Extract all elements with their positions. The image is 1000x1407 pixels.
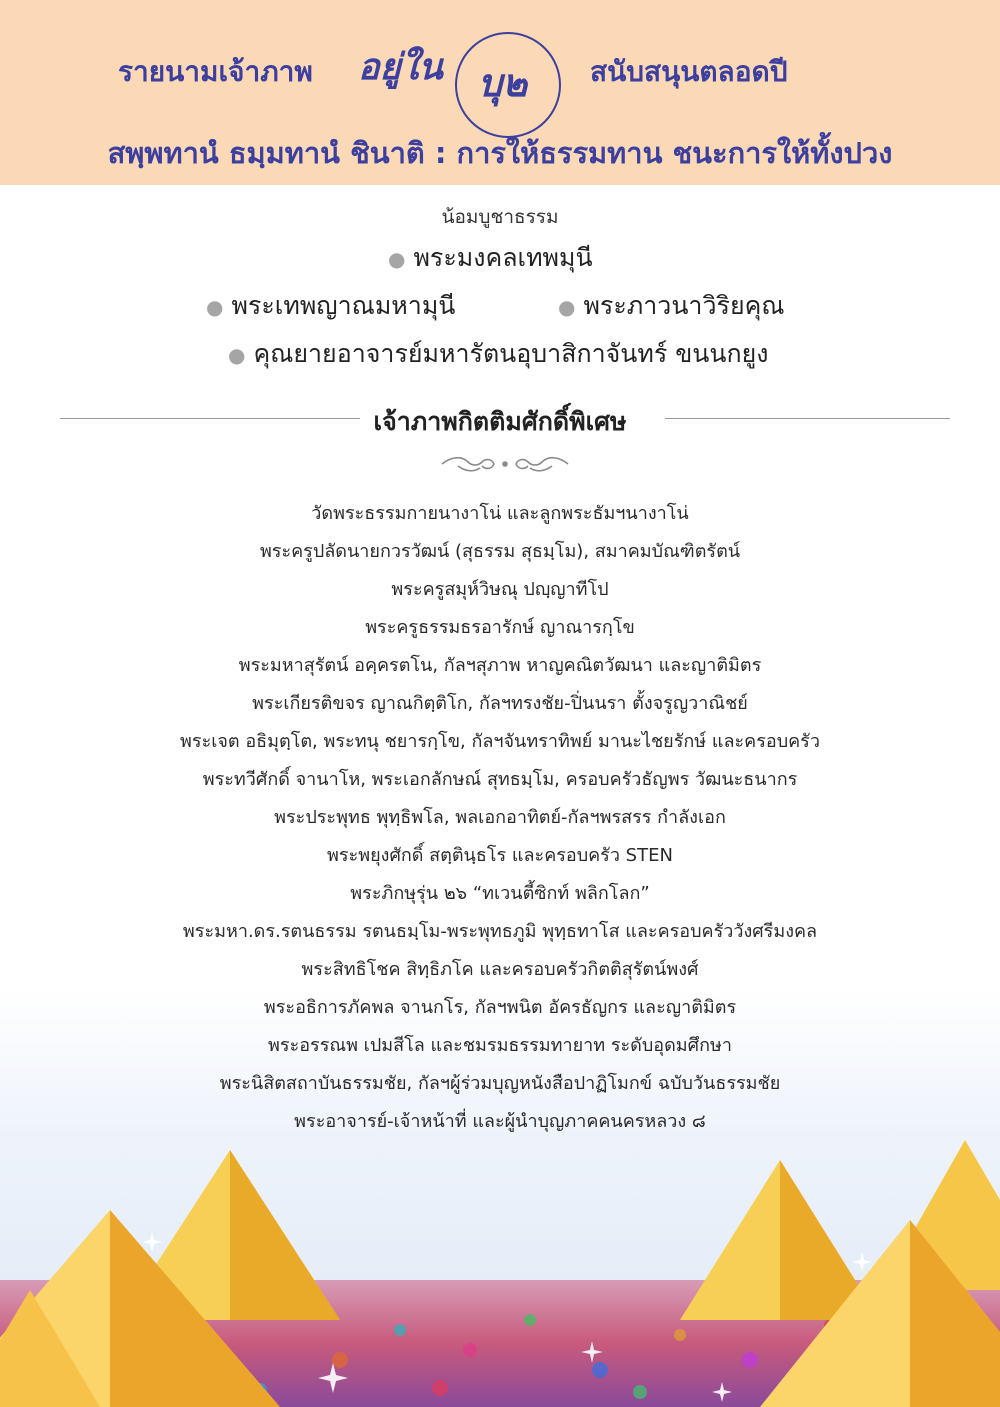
honoree-2: [206, 286, 455, 326]
dedication-heading: น้อมบูชาธรรม: [441, 206, 559, 228]
header-title-row: [0, 30, 1000, 110]
list-item: พระสิทธิโชค สิทฺธิภโค และครอบครัวกิตติสุรัตน์พงศ์: [301, 959, 699, 980]
logo-number: บุ๒: [478, 60, 528, 105]
honoree-name: พระมงคลเทพมุนี: [413, 243, 593, 272]
list-item: วัดพระธรรมกายนางาโน่ และลูกพระธัมฯนางาโน่: [311, 503, 689, 524]
honoree-3: [558, 286, 785, 326]
list-item: พระมหา.ดร.รตนธรรม รตนธมฺโม-พระพุทธภูมิ พุทฺธทาโส และครอบครัววังศรีมงคล: [182, 921, 818, 942]
list-item: พระภิกษุรุ่น ๒๖ “ทเวนตี้ซิกท์ พลิกโลก”: [350, 883, 650, 904]
list-item: พระครูปลัดนายกวรวัฒน์ (สุธรรม สุธมฺโม), สมาคมบัณฑิตรัตน์: [259, 541, 741, 562]
section-title: เจ้าภาพกิตติมศักดิ์พิเศษ: [373, 407, 627, 436]
bullet-dot-icon: ●: [206, 295, 224, 319]
honoree-name: พระภาวนาวิริยคุณ: [583, 291, 785, 320]
list-item: พระมหาสุรัตน์ อคฺครตโน, กัลฯสุภาพ หาญคณิตวัฒนา และญาติมิตร: [238, 655, 762, 676]
logo-text: อยู่ใน: [358, 46, 443, 88]
header-title-right: สนับสนุนตลอดปี: [590, 55, 788, 88]
motto: สพฺพทานํ ธมฺมทานํ ชินาติ : การให้ธรรมทาน ชนะการให้ทั้งปวง: [107, 136, 893, 170]
list-item: พระเจต อธิมุตฺโต, พระทนุ ชยารกฺโข, กัลฯจันทราทิพย์ มานะไชยรักษ์ และครอบครัว: [180, 731, 820, 752]
honoree-name: คุณยายอาจารย์มหารัตนอุบาสิกาจันทร์ ขนนกยูง: [253, 339, 769, 368]
scroll-ornament-icon: [438, 452, 572, 476]
list-item: พระอาจารย์-เจ้าหน้าที่ และผู้นำบุญภาคคนครหลวง ๘: [294, 1111, 706, 1132]
honoree-1: [388, 238, 593, 278]
list-item: พระนิสิตสถาบันธรรมชัย, กัลฯผู้ร่วมบุญหนังสือปาฏิโมกข์ ฉบับวันธรรมชัย: [219, 1073, 781, 1094]
header-title-left: รายนามเจ้าภาพ: [118, 55, 313, 88]
sponsor-list: [0, 495, 1000, 1141]
list-item: พระอรรณพ เปมสีโล และชมรมธรรมทายาท ระดับอุดมศึกษา: [268, 1035, 732, 1056]
bullet-dot-icon: ●: [388, 247, 406, 271]
honoree-name: พระเทพญาณมหามุนี: [231, 291, 456, 320]
list-item: พระครูสมุห์วิษณุ ปญฺญาทีโป: [391, 579, 609, 600]
bullet-dot-icon: ●: [228, 343, 246, 367]
honoree-4: [228, 334, 768, 374]
list-item: พระประพุทธ พุทฺธิพโล, พลเอกอาทิตย์-กัลฯพรสรร กำลังเอก: [274, 807, 726, 828]
bullet-dot-icon: ●: [558, 295, 576, 319]
list-item: พระเกียรติขจร ญาณกิตฺติโก, กัลฯทรงชัย-ปิ่นนรา ตั้งจรูญวาณิชย์: [252, 693, 748, 714]
list-item: พระอธิการภัคพล จานกโร, กัลฯพนิต อัครธัญกร และญาติมิตร: [263, 997, 737, 1018]
list-item: พระพยุงศักดิ์ สตฺตินฺธโร และครอบครัว STEN: [327, 845, 673, 866]
list-item: พระทวีศักดิ์ จานาโห, พระเอกลักษณ์ สุทธมฺโม, ครอบครัวธัญพร วัฒนะธนากร: [202, 769, 798, 790]
list-item: พระครูธรรมธรอารักษ์ ญาณารกฺโข: [365, 617, 635, 638]
